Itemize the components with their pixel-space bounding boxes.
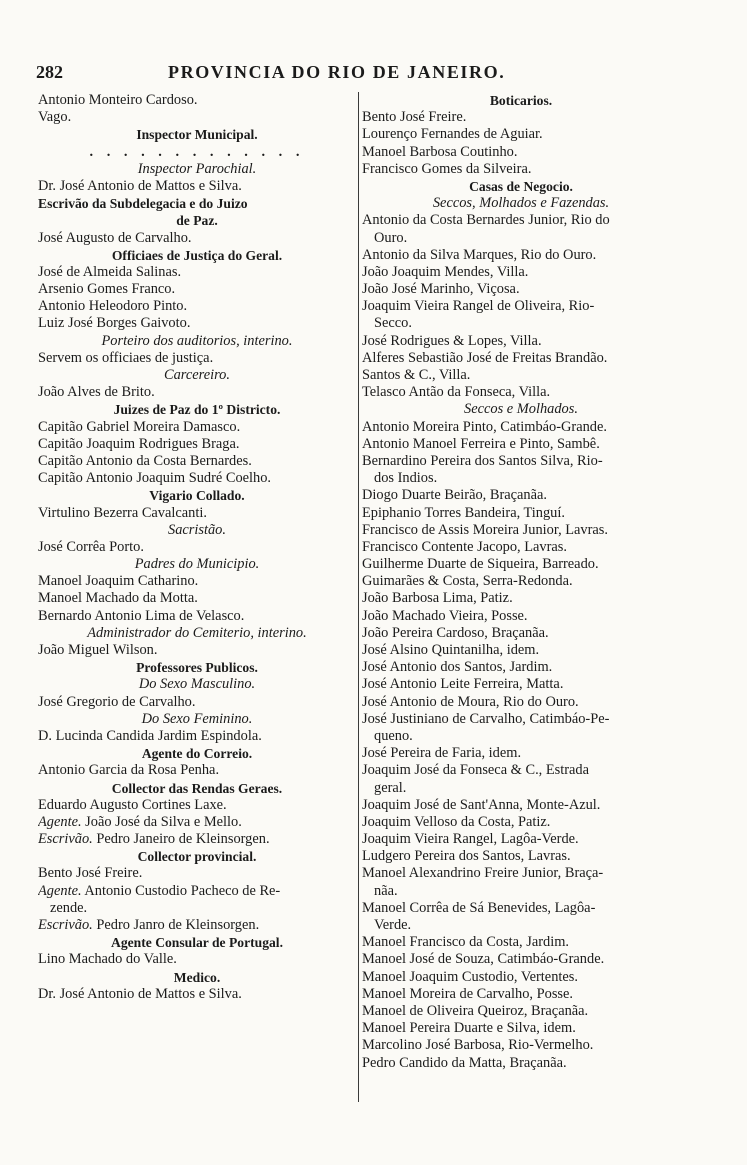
entry-continuation (362, 780, 680, 797)
line-text: Diogo Duarte Beirão, Braçanãa. (362, 487, 547, 504)
line-text: Antonio da Silva Marques, Rio do Ouro. (362, 246, 597, 263)
section-heading (38, 195, 356, 212)
line-text: Eduardo Augusto Cortines Laxe. (38, 796, 227, 813)
entry-line (362, 625, 680, 642)
line-text: Arsenio Gomes Franco. (38, 281, 176, 298)
line-text: Ouro. (374, 229, 408, 246)
entry-line (38, 539, 356, 556)
line-text: Joaquim Velloso da Costa, Patiz. (362, 813, 551, 830)
role-label: Escrivão. (38, 831, 93, 848)
entry-line (362, 573, 680, 590)
entry-line (362, 367, 680, 384)
entry-line (362, 453, 680, 470)
entry-line (38, 728, 356, 745)
entry-line (362, 264, 680, 281)
line-text: Bento José Freire. (38, 865, 143, 882)
entry-line (362, 848, 680, 865)
section-heading (38, 126, 356, 143)
entry-line (362, 1003, 680, 1020)
line-text: D. Lucinda Candida Jardim Espindola. (38, 727, 262, 744)
subsection-heading (362, 401, 680, 418)
entry-continuation (362, 728, 680, 745)
line-text: Lino Machado do Valle. (38, 951, 177, 968)
line-text: dos Indios. (374, 470, 438, 487)
line-text: Porteiro dos auditorios, interino. (101, 332, 293, 349)
entry-line (362, 487, 680, 504)
line-text: Manoel Corrêa de Sá Benevides, Lagôa- (362, 899, 596, 916)
entry-line (362, 126, 680, 143)
section-heading (38, 247, 356, 264)
entry-continuation (362, 917, 680, 934)
entry-line (362, 247, 680, 264)
line-text: José Alsino Quintanilha, idem. (362, 642, 540, 658)
section-heading (38, 487, 356, 504)
line-text: Dr. José Antonio de Mattos e Silva. (38, 177, 242, 194)
line-text: Sacristão. (168, 521, 226, 538)
entry-line (38, 384, 356, 401)
running-title: PROVINCIA DO RIO DE JANEIRO. (168, 62, 506, 82)
line-text: Capitão Antonio da Costa Bernardes. (38, 452, 252, 469)
line-text: Francisco Gomes da Silveira. (362, 160, 532, 177)
line-text: João Pereira Cardoso, Braçanãa. (362, 624, 549, 641)
entry-line (362, 900, 680, 917)
line-text: João Miguel Wilson. (38, 642, 158, 658)
line-text: José Augusto de Carvalho. (38, 229, 192, 246)
role-label: Agente. (38, 813, 82, 830)
line-text: João José da Silva e Mello. (85, 813, 242, 830)
line-text: Manoel Joaquim Catharino. (38, 573, 199, 590)
subsection-heading (38, 711, 356, 728)
entry-line (362, 539, 680, 556)
line-text: Inspector Municipal. (136, 127, 258, 143)
entry-line (38, 831, 356, 848)
line-text: Do Sexo Feminino. (141, 710, 253, 727)
subsection-heading (38, 556, 356, 573)
line-text: Verde. (374, 917, 412, 933)
line-text: Do Sexo Masculino. (138, 676, 256, 693)
right-column (362, 92, 680, 1072)
entry-line (38, 917, 356, 934)
line-text: Luiz José Borges Gaivoto. (38, 315, 191, 332)
line-text: Carcereiro. (164, 367, 230, 383)
entry-line (362, 694, 680, 711)
line-text: Juizes de Paz do 1º Districto. (113, 402, 281, 418)
entry-line (38, 642, 356, 659)
line-text: José Antonio de Moura, Rio do Ouro. (362, 693, 579, 710)
section-heading (362, 178, 680, 195)
line-text: Joaquim José de Sant'Anna, Monte-Azul. (362, 796, 601, 813)
entry-line (362, 711, 680, 728)
subsection-heading (38, 161, 356, 178)
line-text: Dr. José Antonio de Mattos e Silva. (38, 985, 242, 1002)
entry-line (38, 436, 356, 453)
entry-line (362, 865, 680, 882)
line-text: Vago. (38, 109, 72, 126)
page-number: 282 (36, 62, 63, 82)
line-text: Professores Publicos. (136, 660, 258, 676)
line-text: Manoel Barbosa Coutinho. (362, 143, 518, 160)
entry-line (362, 1055, 680, 1072)
column-divider (358, 92, 359, 1102)
line-text: Pedro Janeiro de Kleinsorgen. (96, 831, 270, 848)
entry-line (362, 1020, 680, 1037)
line-text: João José Marinho, Viçosa. (362, 281, 520, 298)
line-text: Secco. (374, 315, 412, 332)
entry-line (362, 212, 680, 229)
entry-line (38, 814, 356, 831)
section-heading (362, 92, 680, 109)
line-text: Manoel Machado da Motta. (38, 590, 198, 607)
line-text: Joaquim Vieira Rangel, Lagôa-Verde. (362, 831, 579, 848)
line-text: . . . . . . . . . . . . . (89, 143, 305, 160)
line-text: Manoel José de Souza, Catimbáo-Grande. (362, 951, 605, 968)
entry-line (38, 470, 356, 487)
line-text: José Gregorio de Carvalho. (38, 693, 196, 710)
line-text: Antonio Garcia da Rosa Penha. (38, 762, 220, 779)
line-text: Antonio da Costa Bernardes Junior, Rio do (362, 212, 610, 229)
entry-line (362, 333, 680, 350)
line-text: Bernardino Pereira dos Santos Silva, Rio- (362, 452, 603, 469)
line-text: Collector das Rendas Geraes. (111, 780, 283, 796)
entry-line (362, 419, 680, 436)
line-text: Manoel Francisco da Costa, Jardim. (362, 934, 570, 951)
entry-line (362, 814, 680, 831)
entry-line (38, 419, 356, 436)
line-text: Joaquim Vieira Rangel de Oliveira, Rio- (362, 298, 595, 315)
entry-line (362, 384, 680, 401)
line-text: Bento José Freire. (362, 109, 467, 126)
entry-line (362, 522, 680, 539)
line-text: José Pereira de Faria, idem. (362, 745, 522, 762)
section-heading (38, 848, 356, 865)
entry-line (362, 608, 680, 625)
entry-line (38, 178, 356, 195)
entry-line (362, 969, 680, 986)
line-text: Inspector Parochial. (137, 160, 257, 177)
entry-line (38, 230, 356, 247)
line-text: Officiaes de Justiça do Geral. (111, 247, 283, 263)
line-text: Manoel Moreira de Carvalho, Posse. (362, 985, 574, 1002)
line-text: Epiphanio Torres Bandeira, Tinguí. (362, 504, 565, 521)
line-text: Francisco de Assis Moreira Junior, Lavras. (362, 521, 609, 538)
entry-line (38, 762, 356, 779)
entry-continuation (362, 315, 680, 332)
line-text: geral. (374, 779, 407, 796)
line-text: José de Almeida Salinas. (38, 263, 182, 280)
line-text: Collector provincial. (137, 849, 257, 865)
line-text: Administrador do Cemiterio, interino. (87, 624, 307, 641)
entry-line (362, 762, 680, 779)
role-label: Agente. (38, 882, 82, 899)
section-heading (38, 969, 356, 986)
line-text: Bernardo Antonio Lima de Velasco. (38, 607, 245, 624)
line-text: Pedro Janro de Kleinsorgen. (96, 917, 260, 933)
line-text: José Justiniano de Carvalho, Catimbáo-Pe- (362, 710, 610, 727)
line-text: Capitão Antonio Joaquim Sudré Coelho. (38, 470, 272, 487)
page-header (36, 62, 712, 88)
line-text: Pedro Candido da Matta, Braçanãa. (362, 1054, 567, 1071)
line-text: Antonio Custodio Pacheco de Re- (84, 882, 281, 899)
line-text: José Rodrigues & Lopes, Villa. (362, 332, 542, 349)
line-text: Lourenço Fernandes de Aguiar. (362, 126, 543, 143)
vacant-leader (38, 144, 356, 161)
line-text: Joaquim José da Fonseca & C., Estrada (362, 762, 590, 779)
line-text: Agente do Correio. (141, 746, 253, 762)
entry-continuation (362, 883, 680, 900)
entry-line (362, 590, 680, 607)
subsection-heading (38, 522, 356, 539)
subsection-heading (38, 625, 356, 642)
entry-line (38, 951, 356, 968)
line-text: Virtulino Bezerra Cavalcanti. (38, 504, 207, 521)
line-text: Marcolino José Barbosa, Rio-Vermelho. (362, 1037, 594, 1054)
line-text: Telasco Antão da Fonseca, Villa. (362, 384, 551, 401)
entry-line (38, 505, 356, 522)
entry-line (38, 883, 356, 900)
subsection-heading (38, 333, 356, 350)
entry-line (362, 797, 680, 814)
entry-line (38, 281, 356, 298)
entry-continuation (362, 470, 680, 487)
entry-line (362, 831, 680, 848)
entry-line (362, 298, 680, 315)
entry-line (38, 92, 356, 109)
line-text: Capitão Gabriel Moreira Damasco. (38, 418, 241, 435)
entry-line (38, 315, 356, 332)
entry-line (362, 951, 680, 968)
line-text: Antonio Manoel Ferreira e Pinto, Sambê. (362, 435, 600, 452)
entry-line (362, 1037, 680, 1054)
line-text: Casas de Negocio. (469, 178, 573, 194)
line-text: José Antonio dos Santos, Jardim. (362, 659, 553, 676)
line-text: Escrivão da Subdelegacia e do Juizo (38, 196, 248, 212)
line-text: Vigario Collado. (149, 488, 245, 504)
section-heading (38, 780, 356, 797)
line-text: nãa. (374, 882, 398, 899)
entry-line (38, 264, 356, 281)
entry-continuation (362, 230, 680, 247)
line-text: Manoel Pereira Duarte e Silva, idem. (362, 1020, 576, 1037)
entry-line (38, 797, 356, 814)
section-heading (38, 212, 356, 229)
entry-line (38, 986, 356, 1003)
entry-line (38, 298, 356, 315)
line-text: Antonio Monteiro Cardoso. (38, 92, 198, 108)
entry-line (362, 659, 680, 676)
entry-line (362, 986, 680, 1003)
entry-line (362, 934, 680, 951)
line-text: Agente Consular de Portugal. (111, 935, 283, 951)
line-text: Guilherme Duarte de Siqueira, Barreado. (362, 556, 599, 573)
entry-line (362, 436, 680, 453)
line-text: queno. (374, 727, 413, 744)
entry-line (38, 590, 356, 607)
line-text: Boticarios. (489, 93, 553, 108)
entry-line (362, 556, 680, 573)
line-text: Manoel Alexandrino Freire Junior, Braça- (362, 865, 604, 882)
line-text: Manoel Joaquim Custodio, Vertentes. (362, 968, 578, 985)
entry-line (362, 505, 680, 522)
section-heading (38, 659, 356, 676)
line-text: Antonio Moreira Pinto, Catimbáo-Grande. (362, 418, 607, 435)
line-text: Seccos e Molhados. (464, 401, 578, 418)
entry-line (362, 350, 680, 367)
subsection-heading (38, 676, 356, 693)
role-label: Escrivão. (38, 917, 93, 933)
line-text: João Machado Vieira, Posse. (362, 607, 528, 624)
section-heading (38, 401, 356, 418)
entry-line (362, 161, 680, 178)
entry-line (362, 642, 680, 659)
entry-line (362, 144, 680, 161)
line-text: Ludgero Pereira dos Santos, Lavras. (362, 848, 571, 865)
entry-line (38, 865, 356, 882)
line-text: João Barbosa Lima, Patiz. (362, 590, 513, 607)
entry-continuation (38, 900, 356, 917)
entry-line (38, 573, 356, 590)
entry-line (38, 608, 356, 625)
entry-line (362, 745, 680, 762)
left-column (38, 92, 356, 1003)
entry-line (362, 109, 680, 126)
subsection-heading (38, 367, 356, 384)
line-text: Alferes Sebastião José de Freitas Brandão. (362, 349, 608, 366)
entry-line (38, 694, 356, 711)
line-text: Medico. (173, 969, 221, 985)
entry-line (38, 453, 356, 470)
line-text: Capitão Joaquim Rodrigues Braga. (38, 435, 240, 452)
line-text: Servem os officiaes de justiça. (38, 349, 214, 366)
line-text: João Joaquim Mendes, Villa. (362, 263, 529, 280)
line-text: Padres do Municipio. (134, 556, 260, 573)
section-heading (38, 745, 356, 762)
line-text: Guimarães & Costa, Serra-Redonda. (362, 573, 573, 590)
line-text: João Alves de Brito. (38, 384, 155, 401)
entry-line (362, 676, 680, 693)
line-text: Antonio Heleodoro Pinto. (38, 298, 188, 315)
entry-line (38, 109, 356, 126)
line-text: zende. (50, 899, 88, 916)
line-text: José Antonio Leite Ferreira, Matta. (362, 676, 564, 693)
line-text: Manoel de Oliveira Queiroz, Braçanãa. (362, 1002, 589, 1019)
line-text: de Paz. (176, 213, 218, 229)
section-heading (38, 934, 356, 951)
subsection-heading (362, 195, 680, 212)
line-text: Seccos, Molhados e Fazendas. (432, 195, 610, 212)
entry-line (38, 350, 356, 367)
line-text: Santos & C., Villa. (362, 367, 471, 383)
entry-line (362, 281, 680, 298)
line-text: Francisco Contente Jacopo, Lavras. (362, 538, 568, 555)
line-text: José Corrêa Porto. (38, 538, 144, 555)
